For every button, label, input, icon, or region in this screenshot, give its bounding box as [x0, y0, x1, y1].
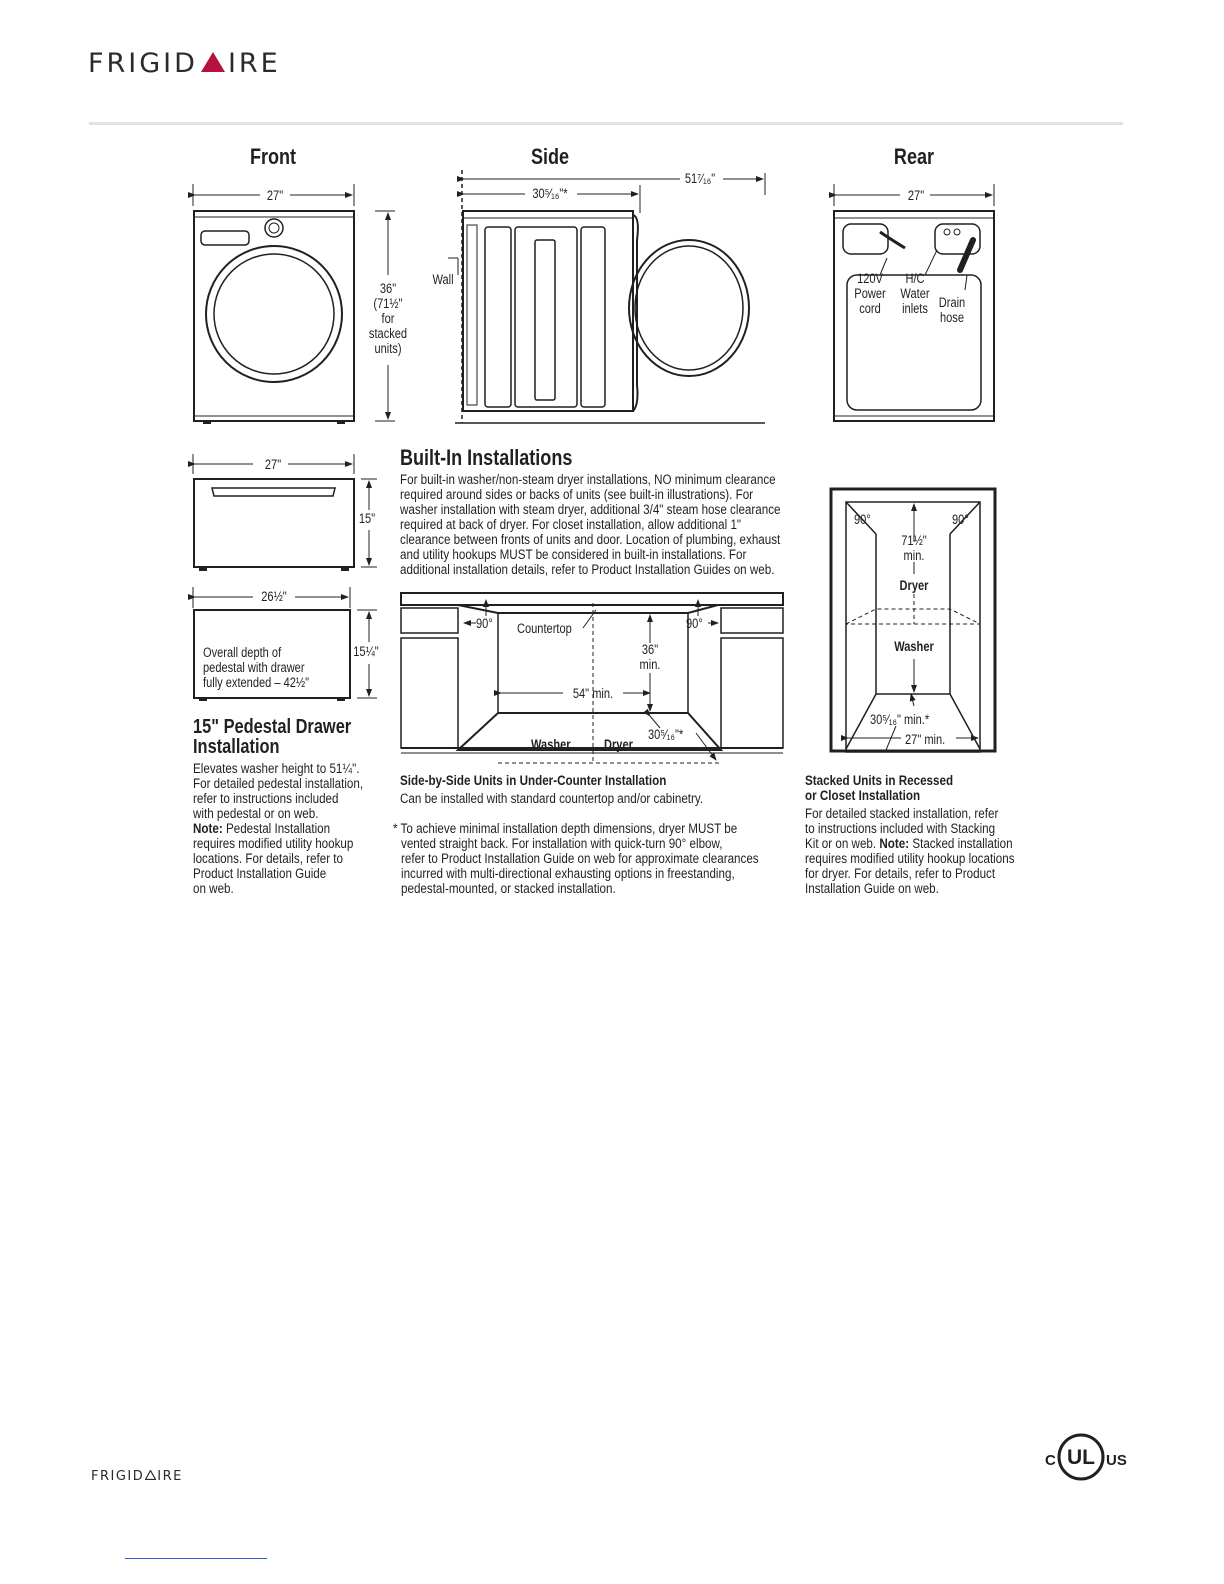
- undercounter-angle-right: 90°: [686, 616, 703, 631]
- svg-text:UL: UL: [1067, 1446, 1095, 1469]
- side-depth-total-label: 51⁷⁄₁₆": [684, 171, 716, 186]
- stacked-text-6: Installation Guide on web.: [805, 881, 939, 897]
- undercounter-height-1: 36": [641, 642, 659, 657]
- stacked-text-4: requires modified utility hookup locations: [805, 851, 1015, 867]
- pedestal-text-1: Elevates washer height to 51¼".: [193, 761, 360, 777]
- stacked-text-5: for dryer. For details, refer to Product: [805, 866, 996, 882]
- heading-side: Side: [530, 144, 570, 169]
- rear-drain-label-1: Drain: [938, 295, 966, 310]
- builtin-line-3: required at back of dryer. For closet installation, allow additional 1": [400, 517, 742, 533]
- pedestal-text-2: For detailed pedestal installation,: [193, 776, 364, 792]
- stacked-note-label: Note:: [879, 836, 910, 852]
- undercounter-height-2: min.: [639, 657, 661, 672]
- footnote-line-4: pedestal-mounted, or stacked installation.: [401, 881, 616, 897]
- pedestal-text-8: Product Installation Guide: [193, 866, 327, 882]
- footer-logo-text-post: IRE: [157, 1469, 183, 1484]
- footnote-line-3: incurred with multi-directional exhausting options in freestanding,: [401, 866, 735, 882]
- stacked-dryer: Dryer: [899, 578, 929, 593]
- heading-rear: Rear: [893, 144, 935, 169]
- builtin-line-1: required around sides or backs of units (see built-in illustrations). For: [400, 487, 754, 503]
- undercounter-diagram: [398, 588, 786, 768]
- rear-drain-label-2: hose: [939, 310, 965, 325]
- stacked-height-2: min.: [903, 548, 925, 563]
- stacked-text-3-post: Stacked installation: [909, 836, 1013, 852]
- pedestal-depth-note-3: fully extended – 42½": [203, 675, 310, 690]
- builtin-line-0: For built-in washer/non-steam dryer installations, NO minimum clearance: [400, 472, 776, 488]
- pedestal-heading-1: 15" Pedestal Drawer: [193, 716, 352, 738]
- bottom-link-underline: [125, 1558, 267, 1559]
- rear-power-label-1: 120V: [857, 271, 883, 286]
- front-height-stacked-1: (71½": [373, 296, 403, 311]
- pedestal-text-4: with pedestal or on web.: [193, 806, 319, 822]
- ul-us-label: US: [1106, 1452, 1127, 1469]
- pedestal-text-7: locations. For details, refer to: [193, 851, 344, 867]
- stacked-height-1: 71½": [901, 533, 927, 548]
- pedestal-height-top-label: 15": [358, 511, 376, 526]
- rear-power-label-2: Power: [854, 286, 886, 301]
- side-wall-label: Wall: [432, 272, 454, 287]
- pedestal-depth-note-1: Overall depth of: [203, 645, 282, 660]
- front-height-stacked-2: for: [381, 311, 395, 326]
- brand-logo-triangle-icon: [200, 51, 226, 73]
- front-height-label: 36": [379, 281, 397, 296]
- stacked-text-1: For detailed stacked installation, refer: [805, 806, 999, 822]
- pedestal-text-5: Pedestal Installation: [222, 821, 331, 837]
- footnote-line-0: * To achieve minimal installation depth dimensions, dryer MUST be: [393, 821, 738, 837]
- builtin-line-2: washer installation with steam dryer, additional 3/4" steam hose clearance: [400, 502, 781, 518]
- side-view-diagram: [425, 165, 775, 435]
- pedestal-depth-note-2: pedestal with drawer: [203, 660, 305, 675]
- undercounter-caption-text: Can be installed with standard countertop and/or cabinetry.: [400, 791, 704, 807]
- undercounter-depth: 30⁵⁄₁₆"*: [648, 727, 684, 742]
- pedestal-width-top-label: 27": [264, 457, 282, 472]
- heading-front: Front: [249, 144, 297, 169]
- front-height-stacked-4: units): [374, 341, 402, 356]
- front-height-stacked-3: stacked: [368, 326, 408, 341]
- stacked-caption-title-1: Stacked Units in Recessed: [805, 773, 954, 789]
- undercounter-washer: Washer: [531, 737, 571, 752]
- pedestal-text-9: on web.: [193, 881, 234, 897]
- rear-water-label-3: inlets: [902, 301, 928, 316]
- pedestal-height-bottom-label: 15¼": [353, 644, 379, 659]
- rear-water-label-1: H/C: [905, 271, 925, 286]
- stacked-text-2: to instructions included with Stacking: [805, 821, 996, 837]
- brand-logo-text-post: IRE: [227, 48, 281, 79]
- undercounter-countertop: Countertop: [517, 621, 572, 636]
- side-depth-body-label: 30⁵⁄₁₆"*: [532, 186, 568, 201]
- stacked-angle-right: 90°: [952, 512, 969, 527]
- stacked-angle-left: 90°: [854, 512, 871, 527]
- pedestal-note-line: [193, 822, 330, 837]
- stacked-caption-title-2: or Closet Installation: [805, 788, 921, 804]
- footnote-line-1: vented straight back. For installation with quick-turn 90° elbow,: [401, 836, 723, 852]
- ul-logo-icon: [1056, 1432, 1106, 1482]
- brand-logo-text-pre: FRIGID: [88, 48, 198, 79]
- stacked-width: 27" min.: [905, 732, 946, 747]
- stacked-text-3: [805, 837, 1013, 852]
- footer-logo-triangle-icon: [145, 1470, 156, 1480]
- ul-certification-mark: [1045, 1432, 1127, 1482]
- rear-power-label-3: cord: [859, 301, 881, 316]
- undercounter-angle-left: 90°: [476, 616, 493, 631]
- front-width-label: 27": [266, 188, 284, 203]
- footer-logo-text-pre: FRIGID: [91, 1469, 145, 1484]
- brand-logo: [88, 48, 281, 82]
- pedestal-heading-2: Installation: [193, 736, 280, 758]
- builtin-line-6: additional installation details, refer to Product Installation Guides on web.: [400, 562, 775, 578]
- pedestal-note-label: Note:: [193, 821, 223, 837]
- undercounter-dryer: Dryer: [604, 737, 633, 752]
- ul-c-label: C: [1045, 1452, 1056, 1469]
- stacked-depth: 30⁵⁄₁₆" min.*: [870, 712, 930, 727]
- footnote-line-2: refer to Product Installation Guide on web for approximate clearances: [401, 851, 759, 867]
- builtin-line-4: clearance between fronts of units and door. Location of plumbing, exhaust: [400, 532, 781, 548]
- pedestal-text-6: requires modified utility hookup: [193, 836, 354, 852]
- stacked-text-3-pre: Kit or on web.: [805, 836, 880, 852]
- builtin-heading: Built-In Installations: [400, 445, 573, 470]
- footer-logo: [91, 1469, 183, 1484]
- pedestal-text-3: refer to instructions included: [193, 791, 339, 807]
- undercounter-caption-title: Side-by-Side Units in Under-Counter Installation: [400, 773, 667, 789]
- undercounter-width: 54" min.: [572, 686, 614, 701]
- rear-water-label-2: Water: [900, 286, 930, 301]
- builtin-line-5: and utility hookups MUST be considered in built-in installations. For: [400, 547, 747, 563]
- rear-width-label: 27": [907, 188, 925, 203]
- pedestal-width-bottom-label: 26½": [261, 589, 287, 604]
- header-divider: [89, 122, 1123, 125]
- stacked-washer: Washer: [894, 639, 934, 654]
